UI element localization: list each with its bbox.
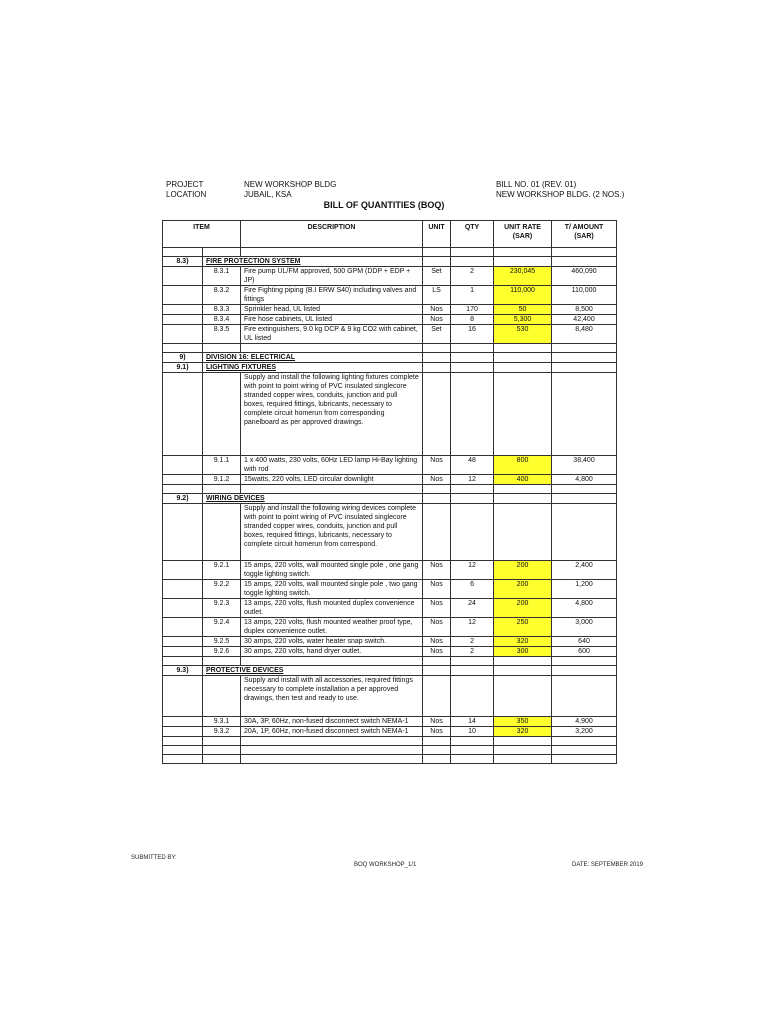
item-quantity: 12 <box>451 561 494 580</box>
item-description: 13 amps, 220 volts, flush mounted duplex convenience outlet. <box>241 599 423 618</box>
section-intro: Supply and install the following wiring devices complete with point to point wiring of PVC insulated singlecore stranded copper wires, conduits, junction and pull boxes, required fittings, lubricants, necessary to complete circuit homerun from correspond. <box>241 504 423 561</box>
item-cell <box>163 717 203 727</box>
item-description: 15 amps, 220 volts, wall mounted single pole , one gang toggle lighting switch. <box>241 561 423 580</box>
item-unit-rate: 400 <box>494 475 552 485</box>
item-quantity: 14 <box>451 717 494 727</box>
table-row <box>163 561 617 580</box>
item-description: 15 amps, 220 volts, wall mounted single pole , two gang toggle lighting switch. <box>241 580 423 599</box>
section-intro: Supply and install the following lighting fixtures complete with point to point wiring of PVC insulated singlecore stranded copper wires, conduits, junction and pull boxes, required fittings, lubricants, necessary to complete circuit homerun from corresponding panelboard as per approved drawings. <box>241 373 423 456</box>
item-unit: Nos <box>423 717 451 727</box>
item-total-amount: 38,400 <box>552 456 617 475</box>
item-total-amount: 600 <box>552 647 617 657</box>
table-row <box>163 315 617 325</box>
item-unit-rate: 350 <box>494 717 552 727</box>
section-title: FIRE PROTECTION SYSTEM <box>203 257 423 267</box>
blank-row <box>163 746 617 755</box>
item-cell <box>163 475 203 485</box>
section-intro-row <box>163 373 617 456</box>
location-label: LOCATION <box>166 190 207 199</box>
blank-row <box>163 485 617 494</box>
section-title: WIRING DEVICES <box>203 494 423 504</box>
item-quantity: 8 <box>451 315 494 325</box>
item-description: Fire extinguishers, 9.0 kg DCP & 9 kg CO2 with cabinet, UL listed <box>241 325 423 344</box>
item-unit-rate: 200 <box>494 599 552 618</box>
item-total-amount: 460,090 <box>552 267 617 286</box>
item-number: 9.1.1 <box>203 456 241 475</box>
project-label: PROJECT <box>166 180 204 189</box>
item-total-amount: 3,200 <box>552 727 617 737</box>
bill-number: BILL NO. 01 (REV. 01) <box>496 180 577 189</box>
item-unit-rate: 300 <box>494 647 552 657</box>
col-header-unit: UNIT <box>423 221 451 248</box>
item-unit-rate: 320 <box>494 727 552 737</box>
item-total-amount: 4,800 <box>552 475 617 485</box>
item-number: 9.2.1 <box>203 561 241 580</box>
amount-currency: (SAR) <box>574 233 594 240</box>
item-total-amount: 42,400 <box>552 315 617 325</box>
item-description: 13 amps, 220 volts, flush mounted weather proof type, duplex convenience outlet. <box>241 618 423 637</box>
item-unit: Nos <box>423 618 451 637</box>
item-description: 30A, 3P, 60Hz, non-fused disconnect switch NEMA-1 <box>241 717 423 727</box>
item-unit: Nos <box>423 637 451 647</box>
item-unit-rate: 200 <box>494 561 552 580</box>
item-unit: Nos <box>423 599 451 618</box>
item-number: 9.2.6 <box>203 647 241 657</box>
item-unit: Nos <box>423 561 451 580</box>
section-title: PROTECTIVE DEVICES <box>203 666 423 676</box>
item-total-amount: 4,900 <box>552 717 617 727</box>
item-unit: Nos <box>423 580 451 599</box>
section-title: LIGHTING FIXTURES <box>203 363 423 373</box>
item-number: 8.3.2 <box>203 286 241 305</box>
item-total-amount: 640 <box>552 637 617 647</box>
table-row <box>163 637 617 647</box>
col-header-qty: QTY <box>451 221 494 248</box>
table-row <box>163 267 617 286</box>
col-header-unit-rate <box>494 221 552 248</box>
item-cell <box>163 561 203 580</box>
section-number: 9.1) <box>163 363 203 373</box>
blank-row <box>163 737 617 746</box>
table-row <box>163 325 617 344</box>
item-quantity: 16 <box>451 325 494 344</box>
item-quantity: 12 <box>451 475 494 485</box>
item-total-amount: 4,800 <box>552 599 617 618</box>
table-row <box>163 599 617 618</box>
table-row <box>163 286 617 305</box>
item-total-amount: 3,000 <box>552 618 617 637</box>
item-quantity: 24 <box>451 599 494 618</box>
item-cell <box>163 325 203 344</box>
item-total-amount: 110,000 <box>552 286 617 305</box>
item-total-amount: 8,480 <box>552 325 617 344</box>
submitted-by-label: SUBMITTED BY: <box>131 855 177 861</box>
table-header-row <box>163 221 617 248</box>
table-row <box>163 727 617 737</box>
item-unit: Set <box>423 325 451 344</box>
item-number: 9.2.2 <box>203 580 241 599</box>
table-row <box>163 647 617 657</box>
document-date: DATE: SEPTEMBER 2019 <box>572 862 643 868</box>
section-row <box>163 494 617 504</box>
item-quantity: 6 <box>451 580 494 599</box>
item-total-amount: 2,400 <box>552 561 617 580</box>
item-quantity: 1 <box>451 286 494 305</box>
item-number: 9.2.4 <box>203 618 241 637</box>
item-unit-rate: 200 <box>494 580 552 599</box>
col-header-amount <box>552 221 617 248</box>
item-number: 9.2.3 <box>203 599 241 618</box>
item-number: 9.3.1 <box>203 717 241 727</box>
section-row <box>163 363 617 373</box>
item-description: Fire hose cabinets, UL listed <box>241 315 423 325</box>
item-cell <box>163 637 203 647</box>
item-cell <box>163 599 203 618</box>
item-unit-rate: 5,300 <box>494 315 552 325</box>
item-unit: LS <box>423 286 451 305</box>
item-number: 9.2.5 <box>203 637 241 647</box>
item-quantity: 170 <box>451 305 494 315</box>
item-unit-rate: 320 <box>494 637 552 647</box>
section-title: DIVISION 16: ELECTRICAL <box>203 353 423 363</box>
section-row <box>163 666 617 676</box>
table-row <box>163 580 617 599</box>
item-unit-rate: 230,045 <box>494 267 552 286</box>
table-row <box>163 456 617 475</box>
boq-table <box>162 220 617 764</box>
item-cell <box>163 286 203 305</box>
item-unit: Nos <box>423 456 451 475</box>
item-unit: Nos <box>423 475 451 485</box>
page-reference: BOQ WORKSHOP_1/1 <box>354 862 417 868</box>
section-row <box>163 353 617 363</box>
item-unit: Nos <box>423 727 451 737</box>
item-unit-rate: 530 <box>494 325 552 344</box>
item-cell <box>163 315 203 325</box>
section-intro: Supply and install with all accessories, required fittings necessary to complete installation a per approved drawings, then test and ready to use. <box>241 676 423 717</box>
section-number: 8.3) <box>163 257 203 267</box>
bill-description: NEW WORKSHOP BLDG. (2 NOS.) <box>496 190 625 199</box>
table-row <box>163 475 617 485</box>
item-cell <box>163 456 203 475</box>
item-total-amount: 8,500 <box>552 305 617 315</box>
unit-rate-label: UNIT RATE <box>504 224 541 231</box>
item-description: 30 amps, 220 volts, hand dryer outlet. <box>241 647 423 657</box>
section-intro-row <box>163 504 617 561</box>
item-description: Fire pump UL/FM approved, 500 GPM (DDP + EDP + JP) <box>241 267 423 286</box>
item-description: Sprinkler head, UL listed <box>241 305 423 315</box>
blank-row <box>163 248 617 257</box>
item-description: 15watts, 220 volts, LED circular downlight <box>241 475 423 485</box>
item-cell <box>163 580 203 599</box>
item-number: 9.1.2 <box>203 475 241 485</box>
section-intro-row <box>163 676 617 717</box>
item-quantity: 2 <box>451 637 494 647</box>
item-unit-rate: 250 <box>494 618 552 637</box>
item-quantity: 2 <box>451 267 494 286</box>
col-header-item: ITEM <box>163 221 241 248</box>
project-value: NEW WORKSHOP BLDG <box>244 180 337 189</box>
amount-label: T/ AMOUNT <box>564 224 604 231</box>
item-quantity: 12 <box>451 618 494 637</box>
item-quantity: 48 <box>451 456 494 475</box>
item-unit-rate: 110,000 <box>494 286 552 305</box>
section-number: 9.2) <box>163 494 203 504</box>
item-unit: Nos <box>423 647 451 657</box>
item-quantity: 2 <box>451 647 494 657</box>
item-unit: Set <box>423 267 451 286</box>
item-unit: Nos <box>423 315 451 325</box>
item-number: 9.3.2 <box>203 727 241 737</box>
item-number: 8.3.5 <box>203 325 241 344</box>
table-row <box>163 618 617 637</box>
item-cell <box>163 647 203 657</box>
blank-row <box>163 344 617 353</box>
item-number: 8.3.1 <box>203 267 241 286</box>
item-unit: Nos <box>423 305 451 315</box>
blank-row <box>163 657 617 666</box>
col-header-description: DESCRIPTION <box>241 221 423 248</box>
item-cell <box>163 618 203 637</box>
section-number: 9) <box>163 353 203 363</box>
section-row <box>163 257 617 267</box>
item-description: Fire Fighting piping (B.I ERW S40) including valves and fittings <box>241 286 423 305</box>
item-description: 1 x 400 watts, 230 volts, 60Hz LED lamp Hi-Bay lighting with rod <box>241 456 423 475</box>
item-number: 8.3.4 <box>203 315 241 325</box>
item-unit-rate: 800 <box>494 456 552 475</box>
item-quantity: 10 <box>451 727 494 737</box>
item-description: 20A, 1P, 60Hz, non-fused disconnect switch NEMA-1 <box>241 727 423 737</box>
location-value: JUBAIL, KSA <box>244 190 292 199</box>
section-number: 9.3) <box>163 666 203 676</box>
table-row <box>163 305 617 315</box>
blank-row <box>163 755 617 764</box>
table-row <box>163 717 617 727</box>
unit-rate-currency: (SAR) <box>512 233 533 240</box>
item-cell <box>163 727 203 737</box>
item-cell <box>163 267 203 286</box>
page-title: BILL OF QUANTITIES (BOQ) <box>323 200 445 210</box>
item-unit-rate: 50 <box>494 305 552 315</box>
item-description: 30 amps, 220 volts, water heater snap switch. <box>241 637 423 647</box>
item-number: 8.3.3 <box>203 305 241 315</box>
item-cell <box>163 305 203 315</box>
item-total-amount: 1,200 <box>552 580 617 599</box>
